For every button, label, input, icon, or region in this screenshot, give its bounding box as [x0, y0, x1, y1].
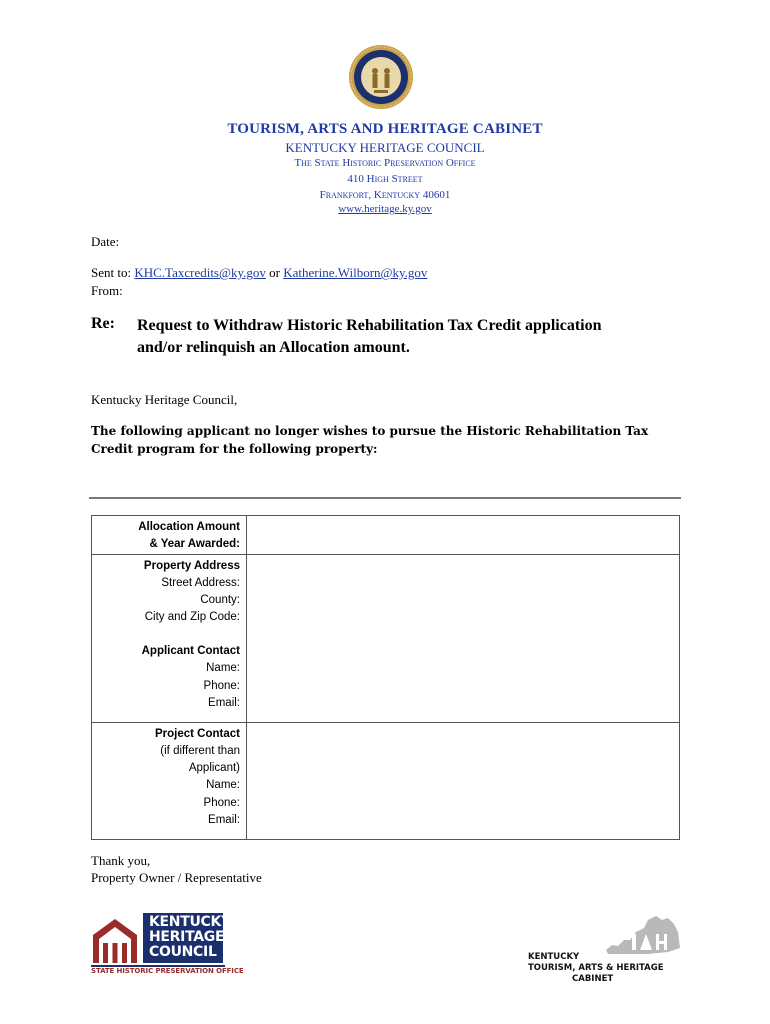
street-address-label: Street Address:: [161, 576, 240, 589]
project-email-label: Email:: [208, 814, 240, 827]
khc-line-1: KENTUCKY: [149, 914, 231, 930]
tah-logo-text: [528, 952, 664, 985]
re-line-1: Request to Withdraw Historic Rehabilitation Tax Credit application: [137, 317, 602, 334]
cabinet-title: TOURISM, ARTS AND HERITAGE CABINET: [227, 121, 543, 137]
tah-line-3: CABINET: [572, 974, 614, 984]
khc-subtitle: STATE HISTORIC PRESERVATION OFFICE: [91, 967, 244, 975]
city-address: Frankfort, Kentucky 40601: [319, 189, 451, 201]
applicant-input-cell[interactable]: [247, 640, 680, 722]
project-heading: Project Contact: [155, 727, 240, 740]
khc-line-2: HERITAGE: [149, 929, 225, 945]
email-link-taxcredits[interactable]: KHC.Taxcredits@ky.gov: [134, 265, 266, 280]
website-link[interactable]: www.heritage.ky.gov: [338, 203, 432, 215]
allocation-label: Allocation Amount: [138, 521, 240, 533]
office-title: The State Historic Preservation Office: [294, 157, 476, 169]
re-label: Re:: [91, 315, 115, 332]
allocation-label-cell: [92, 516, 247, 555]
salutation: Kentucky Heritage Council,: [91, 392, 238, 407]
tah-line-2: TOURISM, ARTS & HERITAGE: [528, 963, 664, 973]
email-link-wilborn[interactable]: Katherine.Wilborn@ky.gov: [283, 265, 428, 280]
sent-to-label: Sent to:: [91, 265, 132, 280]
from-label: From:: [91, 283, 123, 298]
date-label: Date:: [91, 234, 120, 249]
withdraw-form-table: [91, 515, 680, 840]
re-subject: [137, 315, 697, 359]
thank-you-text: Thank you,: [91, 853, 151, 868]
property-input-cell[interactable]: [247, 554, 680, 640]
applicant-heading: Applicant Contact: [141, 645, 240, 658]
table-row: [92, 554, 680, 640]
project-note-2: Applicant): [188, 762, 240, 775]
project-input-cell[interactable]: [247, 722, 680, 839]
sent-to-line: [91, 265, 427, 281]
table-row: [92, 516, 680, 555]
applicant-name-label: Name:: [206, 662, 240, 675]
tah-line-1: KENTUCKY: [528, 952, 580, 962]
city-zip-label: City and Zip Code:: [144, 611, 240, 624]
allocation-input-cell[interactable]: [247, 516, 680, 555]
khc-logo-text: [149, 915, 231, 960]
divider: [89, 497, 681, 499]
kentucky-seal-icon: [348, 44, 414, 110]
khc-line-3: COUNCIL: [149, 944, 217, 960]
applicant-phone-label: Phone:: [203, 679, 240, 692]
re-line-2: and/or relinquish an Allocation amount.: [137, 339, 410, 356]
year-awarded-label: & Year Awarded:: [149, 538, 240, 551]
table-row: [92, 722, 680, 839]
project-label-cell: [92, 722, 247, 839]
applicant-email-label: Email:: [208, 696, 240, 709]
table-row: [92, 640, 680, 722]
street-address: 410 High Street: [347, 173, 423, 185]
project-phone-label: Phone:: [203, 796, 240, 809]
project-note-1: (if different than: [160, 744, 240, 757]
signer-text: Property Owner / Representative: [91, 870, 262, 885]
applicant-label-cell: [92, 640, 247, 722]
property-label-cell: [92, 554, 247, 640]
project-name-label: Name:: [206, 779, 240, 792]
or-text: or: [269, 265, 280, 280]
closing: [91, 852, 262, 886]
council-title: KENTUCKY HERITAGE COUNCIL: [285, 140, 485, 155]
intro-paragraph: The following applicant no longer wishes to pursue the Historic Rehabilitation Tax Credit program for the following property:: [91, 424, 649, 456]
property-heading: Property Address: [143, 559, 240, 572]
county-label: County:: [200, 594, 240, 607]
